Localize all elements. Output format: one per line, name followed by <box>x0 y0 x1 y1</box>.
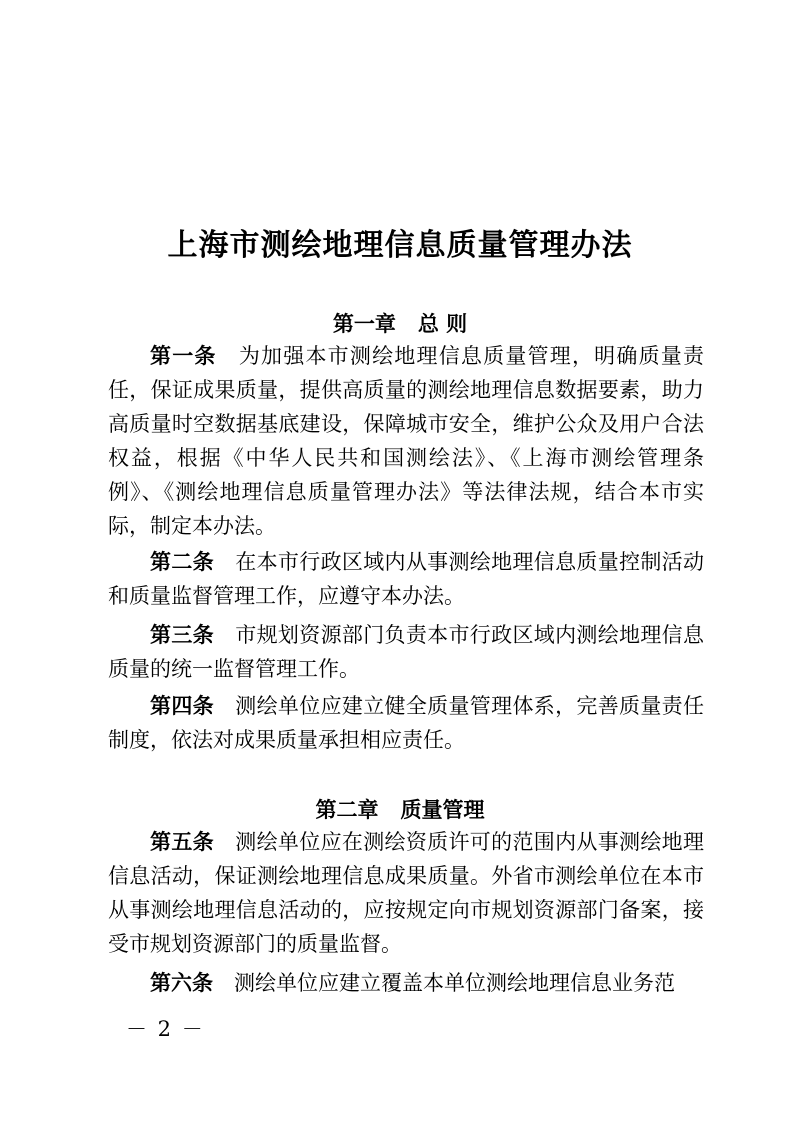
article-number: 第二条 <box>150 549 214 574</box>
article-2 <box>108 545 704 613</box>
article-number: 第六条 <box>150 970 213 995</box>
article-5 <box>108 825 704 961</box>
article-text: 测绘单位应建立覆盖本单位测绘地理信息业务范 <box>234 971 675 995</box>
article-number: 第一条 <box>150 343 217 368</box>
chapter-heading-2 <box>0 794 800 824</box>
article-number: 第三条 <box>150 622 214 647</box>
article-text: 在本市行政区域内从事测绘地理信息质量控制活动和质量监督管理工作，应遵守本办法。 <box>108 550 705 608</box>
chapter-name: 总 则 <box>417 312 468 336</box>
article-text: 测绘单位应建立健全质量管理体系，完善质量责任制度，依法对成果质量承担相应责任。 <box>108 694 705 752</box>
chapter-number: 第一章 <box>332 312 396 336</box>
chapter-number: 第二章 <box>315 798 379 822</box>
article-text: 市规划资源部门负责本市行政区域内测绘地理信息质量的统一监督管理工作。 <box>108 623 705 681</box>
article-text: 测绘单位应在测绘资质许可的范围内从事测绘地理信息活动，保证测绘地理信息成果质量。外省市测绘单位在本市从事测绘地理信息活动的，应按规定向市规划资源部门备案，接受市规划资源部门的质量监督。 <box>108 830 705 956</box>
article-text: 为加强本市测绘地理信息质量管理，明确质量责任，保证成果质量，提供高质量的测绘地理信息数据要素，助力高质量时空数据基底建设，保障城市安全，维护公众及用户合法权益，根据《中华人民共和国测绘法》、《上海市测绘管理条例》、《测绘地理信息质量管理办法》等法律法规，结合本市实际，制定本办法。 <box>108 344 704 538</box>
article-number: 第四条 <box>150 693 214 718</box>
document-title: 上海市测绘地理信息质量管理办法 <box>167 228 633 263</box>
article-4 <box>108 689 704 757</box>
article-3 <box>108 618 704 686</box>
chapter-name: 质量管理 <box>400 798 485 822</box>
article-1 <box>108 339 704 543</box>
chapter-heading-1 <box>0 308 800 338</box>
article-6 <box>108 966 704 1000</box>
page-number: － 2 － <box>126 1017 205 1041</box>
article-number: 第五条 <box>150 829 214 854</box>
